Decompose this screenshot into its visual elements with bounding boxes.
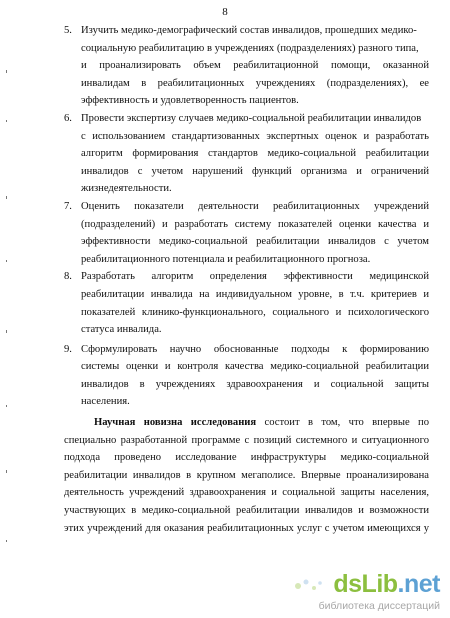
list-item-number: 8. [64, 271, 72, 283]
logo-text-ds: dsLib [333, 570, 398, 598]
logo-dots-icon [294, 576, 324, 596]
text-line: статуса инвалида. [81, 324, 162, 336]
text-line: инвалидов в учреждениях здравоохранения и социальной защиты [81, 378, 429, 390]
text-line: с использованием стандартизованных экспертных оценок и разработать [81, 130, 429, 142]
text-line: и проанализировать объем реабилитационной помощи, оказанной [81, 60, 429, 72]
text-line: состоит в том, что впервые по [256, 417, 430, 429]
text-line: социальную реабилитацию в учреждениях (подразделениях) разного типа, [81, 42, 419, 54]
list-item-7 [64, 198, 429, 268]
text-line: этих учреждений для оказания реабилитационных услуг с учетом имеющихся у [64, 522, 429, 534]
document-body [64, 22, 429, 537]
text-line: реабилитации инвалидов в крупном мегаполисе. Впервые проанализирована [64, 469, 429, 481]
list-item-6 [64, 110, 429, 198]
text-line: (подразделений) и разработать систему показателей оценки качества и [81, 218, 429, 230]
text-line: участвующих в медико-социальной реабилитации инвалидов и возможности [64, 505, 429, 517]
text-line: системы оценки и контроля качества медико-социальной реабилитации [81, 361, 429, 373]
list-item-number: 7. [64, 200, 72, 212]
text-line: эффективности медико-социальной реабилитации инвалидов с учетом [81, 236, 429, 248]
scientific-novelty-paragraph [64, 414, 429, 537]
list-item-9 [64, 341, 429, 411]
text-line: Сформулировать научно обоснованные подходы к формированию [81, 343, 429, 355]
text-line: инвалидов с учетом нарушений функций организма и ограничений [81, 165, 429, 177]
list-item-number: 5. [64, 25, 72, 36]
text-line: деятельность учреждений здравоохранения и социальной защиты населения, [64, 487, 429, 499]
text-line: эффективность и удовлетворенность пациентов. [81, 95, 299, 107]
list-item-number: 9. [64, 343, 72, 355]
page-number: 8 [222, 6, 228, 18]
text-line: населения. [81, 396, 130, 408]
text-line: Разработать алгоритм определения эффективности медицинской [81, 271, 429, 283]
text-line: показателей клинико-функционального, социального и психологического [81, 306, 429, 318]
scan-margin-marks [0, 0, 14, 618]
list-item-5 [64, 22, 429, 110]
list-item-8 [64, 268, 429, 338]
text-line: Изучить медико-демографический состав инвалидов, прошедших медико- [81, 25, 417, 36]
text-line: Провести экспертизу случаев медико-социальной реабилитации инвалидов [81, 112, 422, 124]
text-line: алгоритм формирования стандартов медико-социальной реабилитации [81, 148, 429, 160]
text-line: реабилитации инвалида на индивидуальном уровне, в т.ч. критериев и [81, 288, 429, 300]
text-line: подхода проведено исследование инфраструктуры медико-социальной [64, 452, 429, 464]
text-line: Оценить показатели деятельности реабилитационных учреждений [81, 200, 429, 212]
dslib-watermark [290, 570, 440, 614]
logo-text-net: .net [397, 570, 440, 598]
list-item-number: 6. [64, 112, 72, 124]
text-line: жизнедеятельности. [81, 183, 172, 195]
watermark-logo [333, 570, 440, 599]
text-line: реабилитационного потенциала и реабилитационного прогноза. [81, 253, 371, 265]
novelty-lead: Научная новизна исследования [94, 417, 257, 429]
watermark-caption: библиотека диссертаций [318, 600, 440, 612]
text-line: специально разработанной программе с позиций системного и ситуационного [64, 434, 429, 446]
text-line: инвалидам в реабилитационных учреждениях (подразделениях), ее [81, 77, 429, 89]
